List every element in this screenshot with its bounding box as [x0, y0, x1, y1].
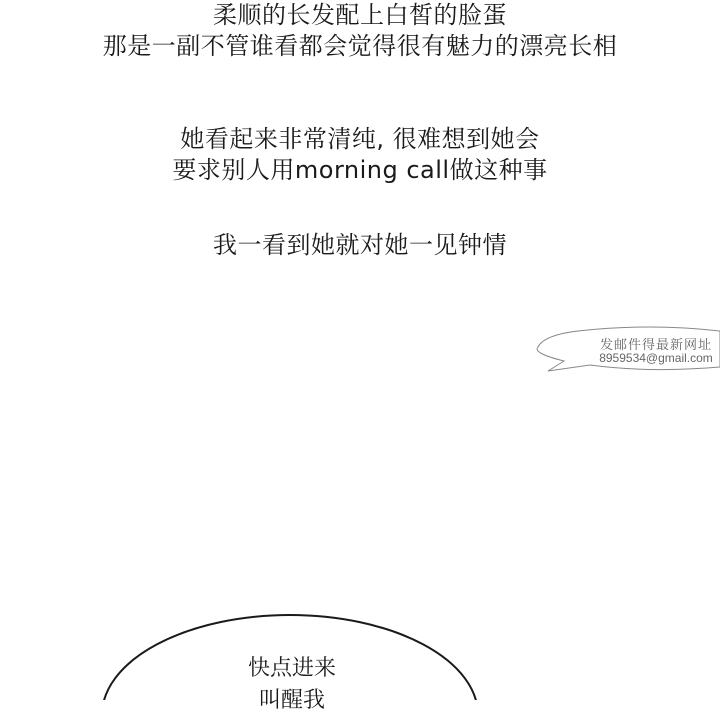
narration-block-3: [0, 230, 720, 261]
narration-line: 那是一副不管谁看都会觉得很有魅力的漂亮长相: [102, 32, 618, 60]
narration-line: 我一看到她就对她一见钟情: [213, 231, 507, 259]
watermark-email: 8959534@gmail.com: [599, 351, 713, 365]
narration-block-2: [0, 124, 720, 186]
narration-block-1: [0, 0, 720, 62]
speech-line: 快点进来: [247, 656, 336, 681]
narration-line: 要求别人用morning call做这种事: [172, 156, 548, 184]
narration-line: 柔顺的长发配上白皙的脸蛋: [213, 1, 507, 29]
narration-line: 她看起来非常清纯, 很难想到她会: [180, 125, 540, 153]
speech-bubble: [0, 600, 720, 713]
watermark-text: 发邮件得最新网址: [599, 337, 712, 352]
watermark-bubble: [530, 325, 720, 375]
speech-bubble-outline: [0, 600, 720, 700]
speech-line: 叫醒我: [258, 688, 325, 713]
